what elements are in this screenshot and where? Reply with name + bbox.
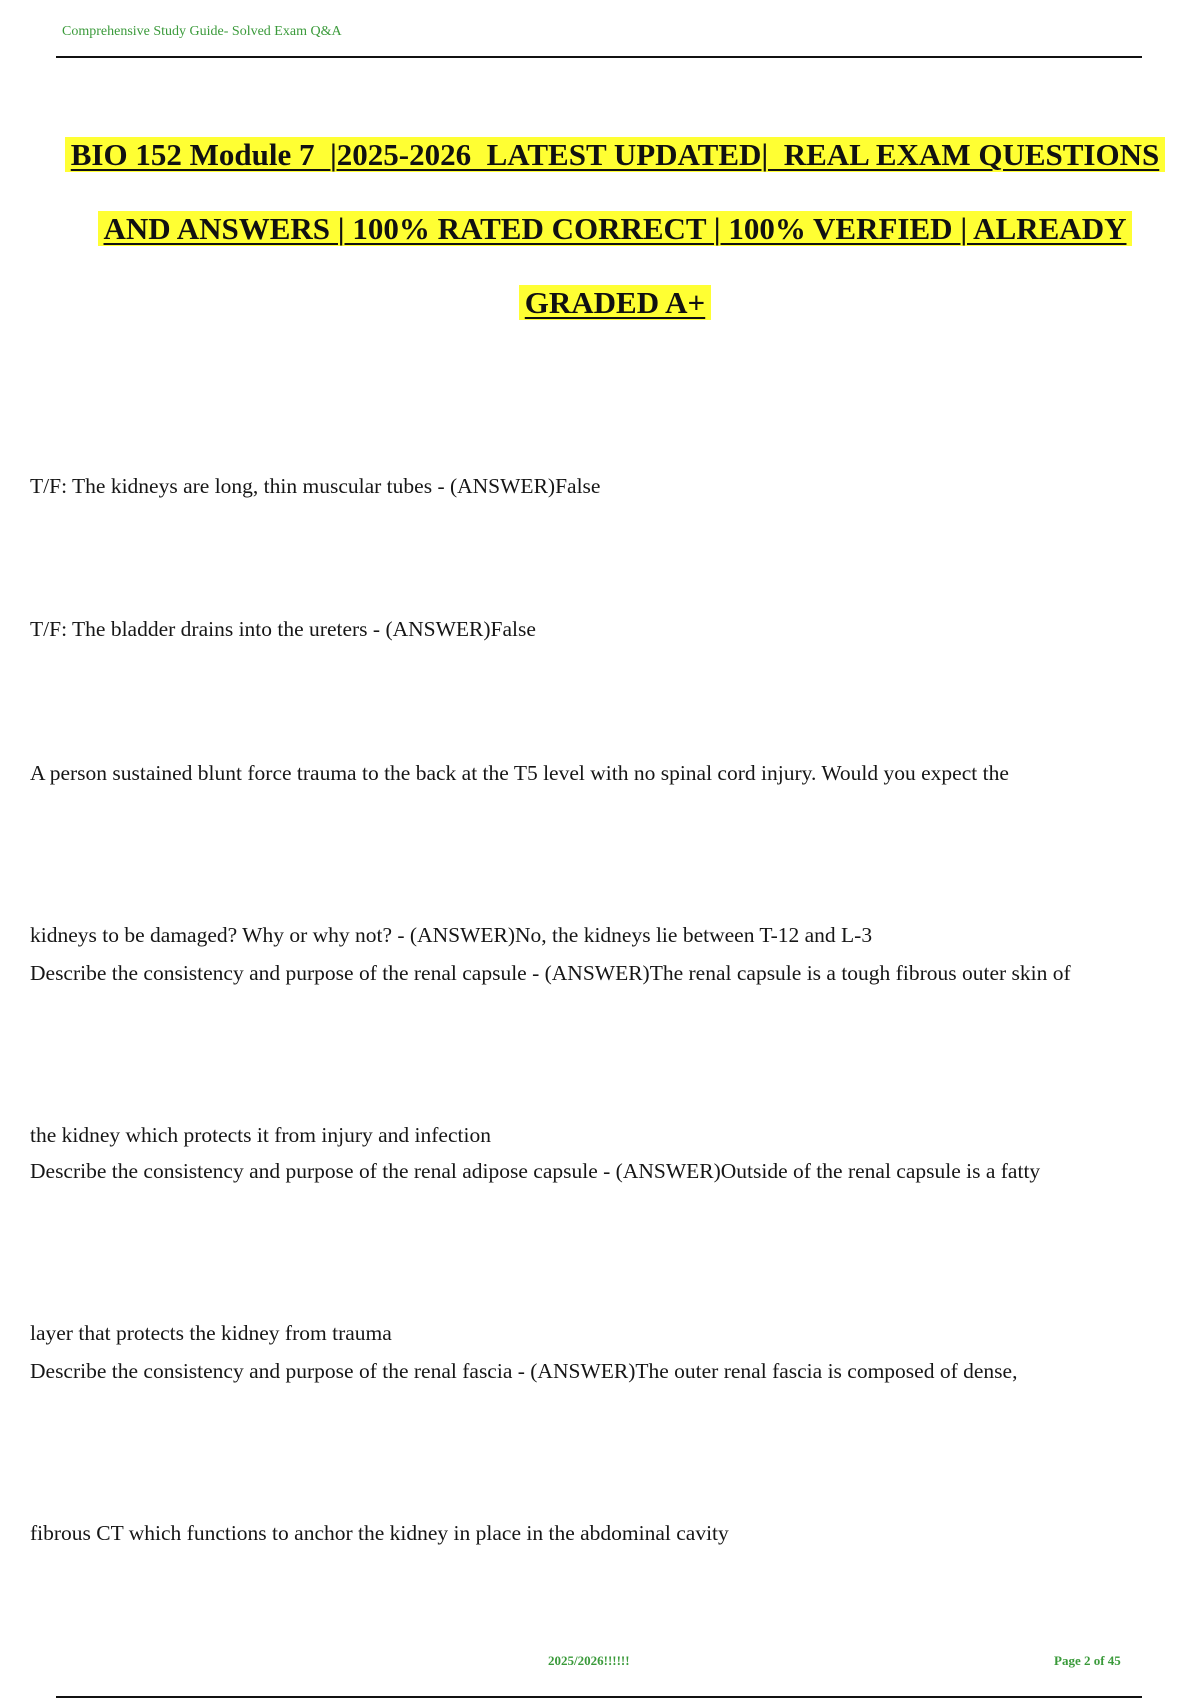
- qa-item-6: [30, 1236, 1190, 1614]
- qa-line: A person sustained blunt force trauma to the back at the T5 level with no spinal cord injury. Would you expect the: [30, 761, 1009, 785]
- qa-line: Describe the consistency and purpose of the renal capsule - (ANSWER)The renal capsule is a tough fibrous outer skin of: [30, 961, 1071, 985]
- document-title: [30, 118, 1200, 340]
- header-rule: [56, 56, 1142, 58]
- page-number: Page 2 of 45: [1054, 1653, 1121, 1668]
- title-line-1: BIO 152 Module 7 |2025-2026 LATEST UPDATED| REAL EXAM QUESTIONS: [30, 118, 1200, 192]
- qa-line: Describe the consistency and purpose of the renal adipose capsule - (ANSWER)Outside of the renal capsule is a fatty: [30, 1159, 1041, 1183]
- qa-line: T/F: The kidneys are long, thin muscular tubes - (ANSWER)False: [30, 474, 601, 498]
- qa-line: the kidney which protects it from injury and infection: [30, 1123, 491, 1147]
- footer-rule: [56, 1696, 1142, 1698]
- qa-line: kidneys to be damaged? Why or why not? - (ANSWER)No, the kidneys lie between T-12 and L-3: [30, 923, 873, 947]
- qa-line: T/F: The bladder drains into the ureters - (ANSWER)False: [30, 617, 536, 641]
- qa-line: layer that protects the kidney from trauma: [30, 1321, 392, 1345]
- page-header: Comprehensive Study Guide- Solved Exam Q&A: [62, 24, 342, 39]
- title-line-3: GRADED A+: [30, 266, 1200, 340]
- footer-year: 2025/2026!!!!!!: [548, 1653, 630, 1668]
- qa-line: fibrous CT which functions to anchor the kidney in place in the abdominal cavity: [30, 1521, 729, 1545]
- title-line-2: AND ANSWERS | 100% RATED CORRECT | 100% VERFIED | ALREADY: [30, 192, 1200, 266]
- qa-line: Describe the consistency and purpose of the renal fascia - (ANSWER)The outer renal fascia is composed of dense,: [30, 1359, 1018, 1383]
